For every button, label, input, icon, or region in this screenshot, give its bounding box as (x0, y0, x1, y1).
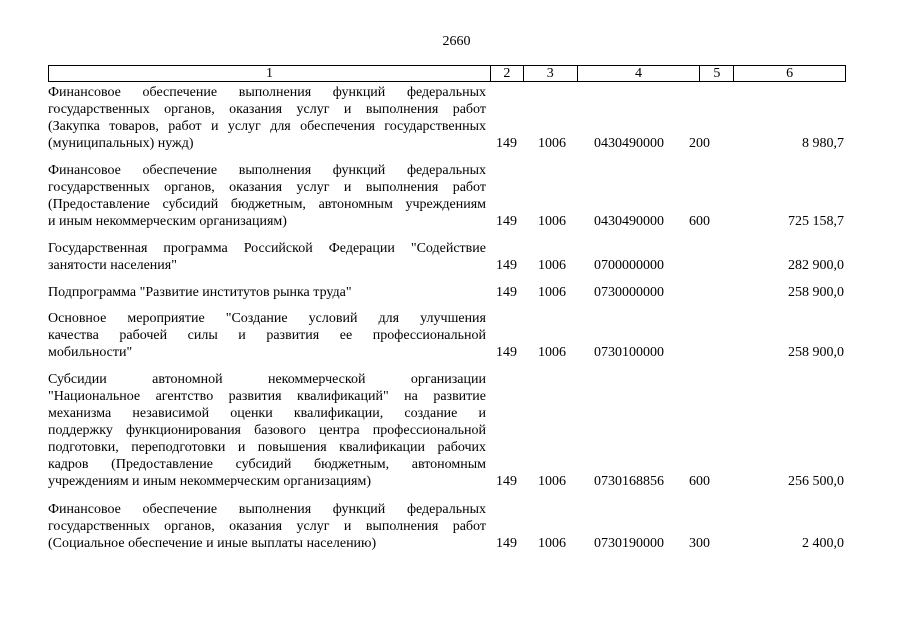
description-line: Подпрограмма "Развитие институтов рынка труда" (48, 285, 352, 300)
description-line: и иным некоммерческим организациям) (48, 214, 287, 229)
row-description (48, 284, 486, 301)
amount: 258 900,0 (788, 345, 844, 360)
header-col-5: 5 (700, 66, 734, 81)
header-col-2: 2 (491, 66, 524, 81)
description-line: (Предоставление субсидий бюджетным, автономным учреждениям (48, 197, 486, 212)
header-col-3: 3 (524, 66, 578, 81)
admin-code: 149 (496, 285, 517, 300)
description-line: кадров (Предоставление субсидий бюджетным, автономным (48, 457, 486, 472)
admin-code: 149 (496, 258, 517, 273)
section-code: 1006 (538, 345, 566, 360)
table-row (48, 84, 846, 152)
section-code: 1006 (538, 474, 566, 489)
table-row (48, 310, 846, 361)
section-code: 1006 (538, 214, 566, 229)
description-line: поддержку функционирования базового центра профессиональной (48, 423, 486, 438)
row-description (48, 84, 486, 152)
description-line: Финансовое обеспечение выполнения функций федеральных (48, 163, 486, 178)
amount: 256 500,0 (788, 474, 844, 489)
admin-code: 149 (496, 536, 517, 551)
table-row (48, 501, 846, 552)
amount: 8 980,7 (802, 136, 844, 151)
table-row (48, 240, 846, 274)
target-article-code: 0730168856 (594, 474, 664, 489)
admin-code: 149 (496, 474, 517, 489)
section-code: 1006 (538, 285, 566, 300)
header-col-6: 6 (786, 66, 794, 81)
row-description (48, 310, 486, 361)
description-line: государственных органов, оказания услуг и выполнения работ (48, 519, 486, 534)
amount: 282 900,0 (788, 258, 844, 273)
description-line: государственных органов, оказания услуг и выполнения работ (48, 102, 486, 117)
admin-code: 149 (496, 345, 517, 360)
description-line: (муниципальных) нужд) (48, 136, 194, 151)
description-line: (Закупка товаров, работ и услуг для обеспечения государственных (48, 119, 486, 134)
section-code: 1006 (538, 258, 566, 273)
description-line: подготовки, переподготовки и повышения квалификации рабочих (48, 440, 486, 455)
description-line: мобильности" (48, 345, 133, 360)
description-line: Основное мероприятие "Создание условий для улучшения (48, 311, 486, 326)
description-line: занятости населения" (48, 258, 177, 273)
amount: 258 900,0 (788, 285, 844, 300)
description-line: учреждениям и иным некоммерческим организациям) (48, 474, 372, 489)
header-col-1: 1 (49, 66, 491, 81)
expense-type-code: 200 (689, 136, 710, 151)
target-article-code: 0730000000 (594, 285, 664, 300)
amount: 725 158,7 (788, 214, 844, 229)
row-description (48, 501, 486, 552)
description-line: (Социальное обеспечение и иные выплаты населению) (48, 536, 377, 551)
description-line: "Национальное агентство развития квалификаций" на развитие (48, 389, 486, 404)
header-col-4: 4 (578, 66, 701, 81)
amount: 2 400,0 (802, 536, 844, 551)
description-line: Финансовое обеспечение выполнения функций федеральных (48, 502, 486, 517)
section-code: 1006 (538, 536, 566, 551)
table-header (48, 65, 846, 82)
description-line: Финансовое обеспечение выполнения функций федеральных (48, 85, 486, 100)
description-line: качества рабочей силы и развития ее профессиональной (48, 328, 486, 343)
row-description (48, 162, 486, 230)
table-row (48, 162, 846, 230)
target-article-code: 0430490000 (594, 214, 664, 229)
expense-type-code: 300 (689, 536, 710, 551)
table-row (48, 371, 846, 490)
target-article-code: 0430490000 (594, 136, 664, 151)
admin-code: 149 (496, 136, 517, 151)
admin-code: 149 (496, 214, 517, 229)
section-code: 1006 (538, 136, 566, 151)
page-number: 2660 (442, 34, 471, 49)
target-article-code: 0730100000 (594, 345, 664, 360)
description-line: государственных органов, оказания услуг и выполнения работ (48, 180, 486, 195)
description-line: Субсидии автономной некоммерческой организации (48, 372, 486, 387)
table-row (48, 284, 846, 301)
expense-type-code: 600 (689, 214, 710, 229)
description-line: Государственная программа Российской Федерации "Содействие (48, 241, 486, 256)
target-article-code: 0700000000 (594, 258, 664, 273)
expense-type-code: 600 (689, 474, 710, 489)
description-line: механизма независимой оценки квалификации, создание и (48, 406, 486, 421)
row-description (48, 371, 486, 490)
row-description (48, 240, 486, 274)
target-article-code: 0730190000 (594, 536, 664, 551)
